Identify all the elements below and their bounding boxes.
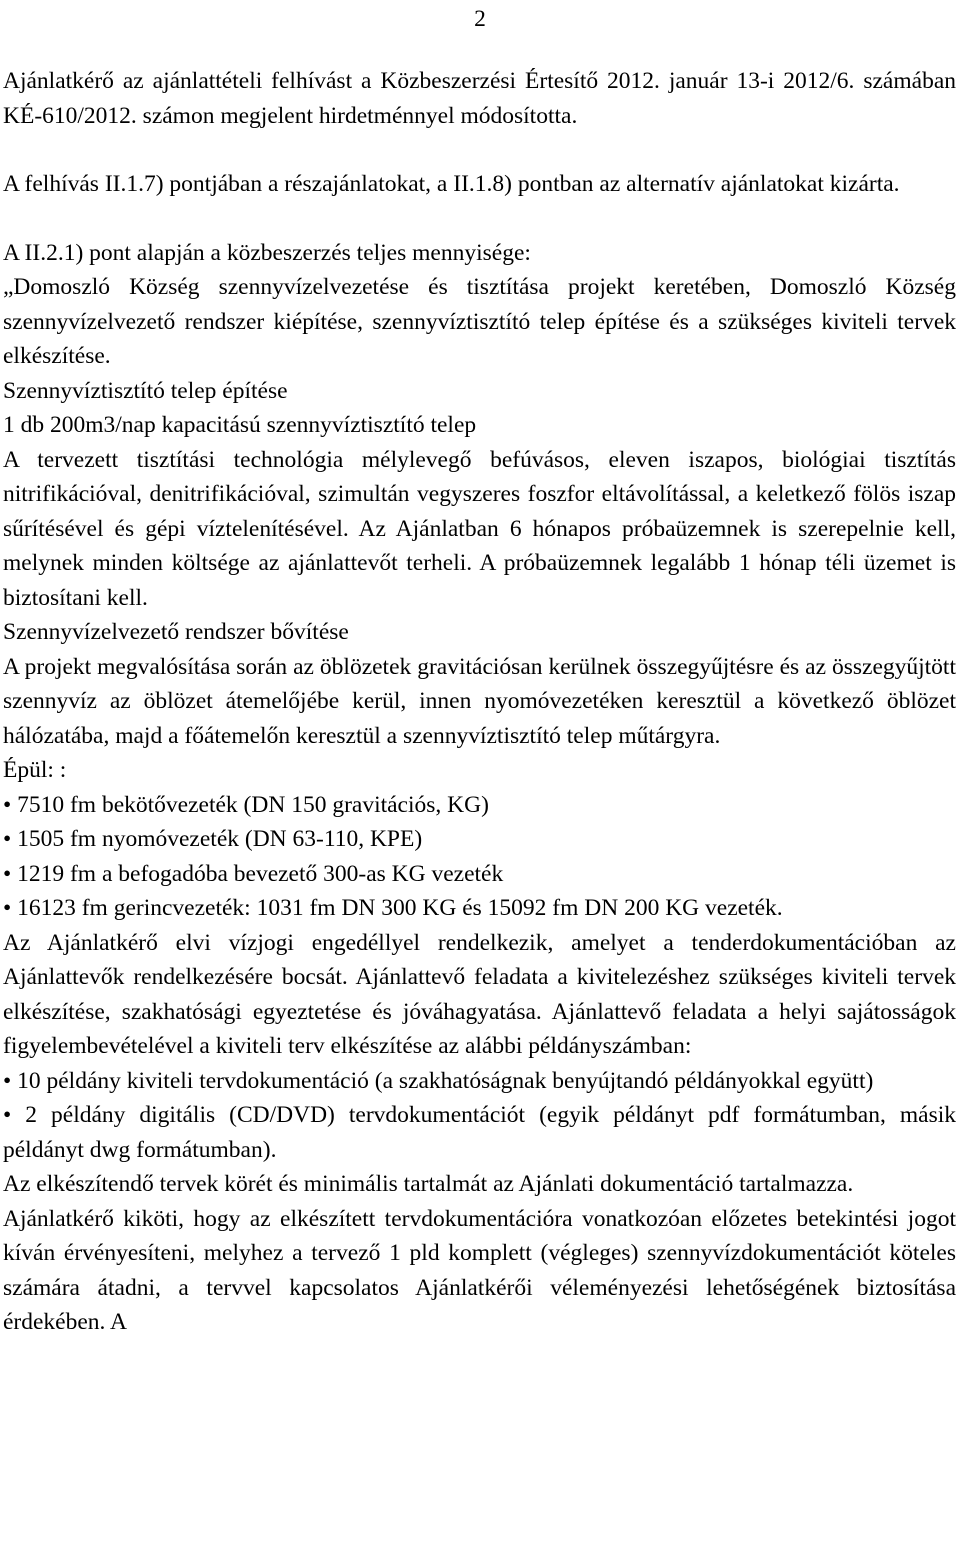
section-heading-sewer-network: Szennyvízelvezető rendszer bővítése: [3, 619, 349, 645]
paragraph-builds-label: Épül: :: [3, 757, 67, 783]
list-item: • 2 példány digitális (CD/DVD) tervdokumentációt (egyik példányt pdf formátumban, másik példányt dwg formátumban).: [3, 1098, 956, 1167]
paragraph-project-title: „Domoszló Község szennyvízelvezetése és tisztítása projekt keretében, Domoszló Község szennyvízelvezető rendszer kiépítése, szennyvíztisztító telep építése és a szükséges kiviteli tervek elkészítése.: [3, 274, 956, 369]
paragraph-spacer: [3, 202, 956, 236]
list-item: • 10 példány kiviteli tervdokumentáció (a szakhatóságnak benyújtandó példányokkal együtt): [3, 1064, 956, 1099]
section-heading-treatment-plant: Szennyvíztisztító telep építése: [3, 377, 288, 404]
paragraph-review-right: Ajánlatkérő kiköti, hogy az elkészített tervdokumentációra vonatkozóan előzetes betekintési jogot kíván érvényesíteni, melyhez a tervező 1 pld komplett (végleges) szennyvízdokumentációt köteles számára átadni, a tervvel kapcsolatos Ajánlatkérői véleményezési lehetőségének biztosítása érdekében. A: [3, 1205, 956, 1335]
paragraph-scope-intro: A II.2.1) pont alapján a közbeszerzés teljes mennyisége:: [3, 239, 531, 266]
paragraph-spacer: [3, 133, 956, 167]
list-item: • 16123 fm gerincvezeték: 1031 fm DN 300 KG és 15092 fm DN 200 KG vezeték.: [3, 891, 956, 926]
page-number: 2: [474, 6, 486, 32]
copies-list: [3, 1064, 956, 1168]
list-item: • 1219 fm a befogadóba bevezető 300-as KG vezeték: [3, 857, 956, 892]
build-list: [3, 788, 956, 926]
paragraph-plan-content: Az elkészítendő tervek körét és minimális tartalmát az Ajánlati dokumentáció tartalmazza.: [3, 1171, 854, 1197]
paragraph-amendment: Ajánlatkérő az ajánlattételi felhívást a Közbeszerzési Értesítő 2012. január 13-i 2012/6. számában KÉ-610/2012. számon megjelent hirdetménnyel módosította.: [3, 68, 956, 129]
list-item: • 1505 fm nyomóvezeték (DN 63-110, KPE): [3, 822, 956, 857]
list-item: • 7510 fm bekötővezeték (DN 150 gravitációs, KG): [3, 788, 956, 823]
paragraph-network-description: A projekt megvalósítása során az öblözetek gravitációsan kerülnek összegyűjtésre és az összegyűjtött szennyvíz az öblözet átemelőjébe kerül, innen nyomóvezetéken keresztül a következő öblözet hálózatába, majd a főátemelőn keresztül a szennyvíztisztító telep műtárgyra.: [3, 653, 956, 749]
paragraph-permit: Az Ajánlatkérő elvi vízjogi engedéllyel rendelkezik, amelyet a tenderdokumentációban az Ajánlattevők rendelkezésére bocsát. Ajánlattevő feladata a kivitelezéshez szükséges kiviteli tervek elkészítése, szakhatósági egyeztetése és jóváhagyatása. Ajánlattevő feladata a helyi sajátosságok figyelembevételével a kiviteli terv elkészítése az alábbi példányszámban:: [3, 929, 956, 1059]
paragraph-exclusions: A felhívás II.1.7) pontjában a részajánlatokat, a II.1.8) pontban az alternatív ajánlatokat kizárta.: [3, 171, 900, 197]
paragraph-plant-capacity: 1 db 200m3/nap kapacitású szennyvíztisztító telep: [3, 412, 477, 438]
paragraph-technology: A tervezett tisztítási technológia mélylevegő befúvásos, eleven iszapos, biológiai tisztítás nitrifikációval, denitrifikációval, szimultán vegyszeres foszfor eltávolítással, a keletkező fölös iszap sűrítésével és gépi víztelenítésével. Az Ajánlatban 6 hónapos próbaüzemnek is szerepelnie kell, melynek minden költsége az ajánlattevőt terheli. A próbaüzemnek legalább 1 hónap téli üzemet is biztosítani kell.: [3, 446, 956, 611]
document-body: [3, 64, 956, 1340]
